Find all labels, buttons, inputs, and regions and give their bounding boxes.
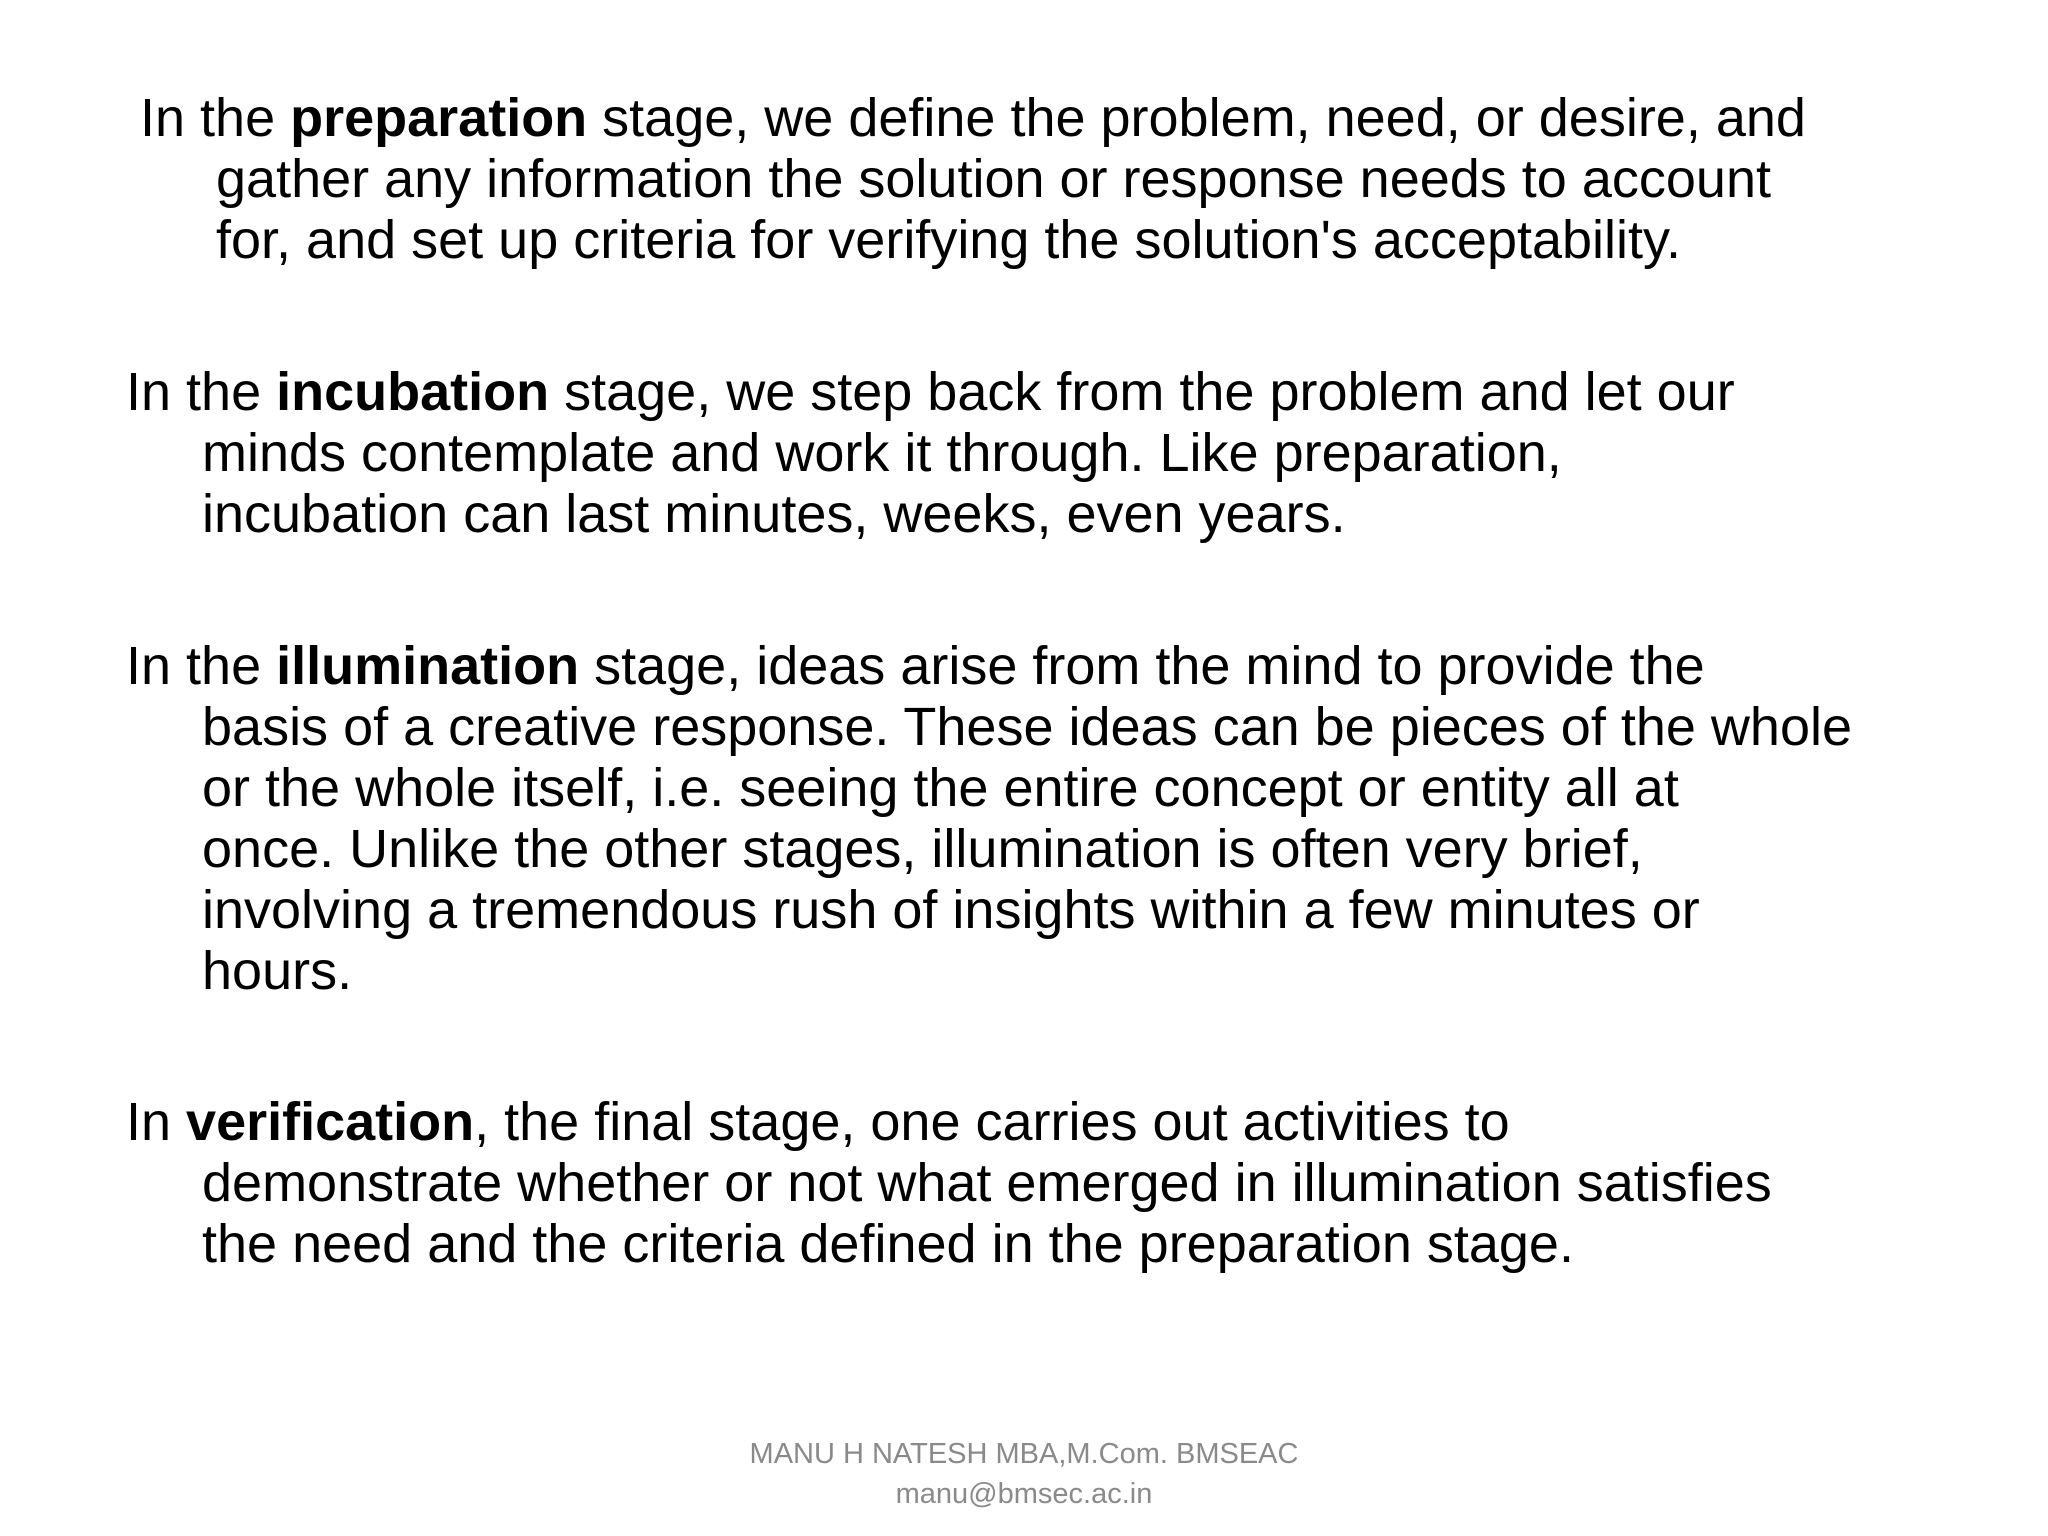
paragraph-preparation: [140, 88, 2032, 271]
paragraph-verification: [126, 1092, 2032, 1275]
paragraph-lead: In the: [126, 362, 277, 422]
paragraph-text: , the final stage, one carries out activities to demonstrate whether or not what emerged in illumination satisfies the need and the criteria defined in the preparation stage.: [202, 1092, 1772, 1274]
paragraph-text: stage, we define the problem, need, or desire, and gather any information the solution or response needs to account for, and set up criteria for verifying the solution's acceptability.: [216, 88, 1806, 270]
paragraph-text: stage, ideas arise from the mind to provide the basis of a creative response. These ideas can be pieces of the whole or the whole itself, i.e. seeing the entire concept or entity all at once. Unlike the other stages, illumination is often very brief, involving a tremendous rush of insights within a few minutes or hours.: [202, 636, 1853, 1001]
keyword-incubation: incubation: [276, 362, 550, 422]
keyword-verification: verification: [186, 1092, 475, 1152]
paragraph-lead: In the: [140, 88, 291, 148]
paragraph-lead: In the: [126, 636, 277, 696]
keyword-illumination: illumination: [276, 636, 580, 696]
paragraph-incubation: [126, 362, 2032, 545]
paragraph-illumination: [126, 636, 2032, 1002]
paragraph-text: stage, we step back from the problem and let our minds contemplate and work it through. Like preparation, incubation can last minutes, weeks, even years.: [202, 362, 1735, 544]
paragraph-lead: In: [126, 1092, 187, 1152]
keyword-preparation: preparation: [290, 88, 588, 148]
footer-author: MANU H NATESH MBA,M.Com. BMSEAC: [749, 1438, 1299, 1470]
footer-email: manu@bmsec.ac.in: [895, 1478, 1153, 1510]
slide-footer: [0, 1434, 2048, 1514]
